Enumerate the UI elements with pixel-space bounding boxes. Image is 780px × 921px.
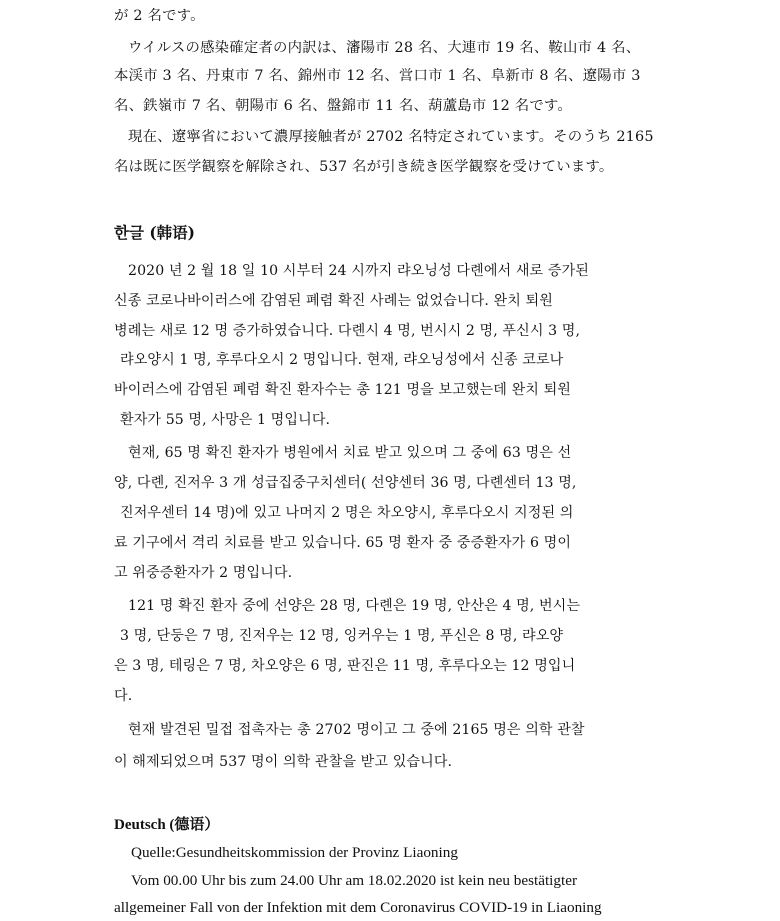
german-line-2: Vom 00.00 Uhr bis zum 24.00 Uhr am 18.02.2020 ist kein neu bestätigter [131, 872, 578, 889]
korean-line-10: 료 기구에서 격리 치료를 받고 있습니다. 65 명 환자 중 중증환자가 6 명이 [114, 535, 572, 551]
korean-line-16: 현재 발견된 밀접 접촉자는 총 2702 명이고 그 중에 2165 명은 의학 관찰 [128, 722, 585, 738]
japanese-line-6: 名は既に医学観察を解除され、537 名が引き続き医学観察を受けています。 [114, 159, 614, 175]
japanese-line-3: 本渓市 3 名、丹東市 7 名、錦州市 12 名、営口市 1 名、阜新市 8 名、遼陽市 3 [114, 68, 641, 84]
german-line-1: Quelle:Gesundheitskommission der Provinz Liaoning [131, 844, 458, 861]
korean-line-11: 고 위중증환자가 2 명입니다. [114, 565, 293, 581]
korean-line-5: 바이러스에 감염된 폐렴 확진 환자수는 총 121 명을 보고했는데 완치 퇴원 [114, 382, 572, 398]
german-line-3: allgemeiner Fall von der Infektion mit dem Coronavirus COVID-19 in Liaoning [114, 899, 602, 916]
korean-line-4: 랴오양시 1 명, 후루다오시 2 명입니다. 현재, 랴오닝성에서 신종 코로나 [120, 352, 564, 368]
korean-line-6: 환자가 55 명, 사망은 1 명입니다. [120, 412, 331, 428]
german-heading: Deutsch (德语） [114, 817, 220, 833]
korean-line-9: 진저우센터 14 명)에 있고 나머지 2 명은 차오양시, 후루다오시 지정된 의 [120, 505, 574, 521]
japanese-line-5: 現在、遼寧省において濃厚接触者が 2702 名特定されています。そのうち 2165 [128, 129, 654, 145]
japanese-line-1: が 2 名です。 [114, 8, 205, 24]
korean-line-7: 현재, 65 명 확진 환자가 병원에서 치료 받고 있으며 그 중에 63 명은 선 [128, 445, 572, 461]
korean-line-15: 다. [114, 688, 133, 704]
korean-line-17: 이 해제되었으며 537 명이 의학 관찰을 받고 있습니다. [114, 754, 453, 770]
korean-line-2: 신종 코로나바이러스에 감염된 폐렴 확진 사례는 없었습니다. 완치 퇴원 [114, 293, 553, 309]
korean-line-13: 3 명, 단둥은 7 명, 진저우는 12 명, 잉커우는 1 명, 푸신은 8 명, 랴오양 [120, 628, 564, 644]
korean-line-14: 은 3 명, 테링은 7 명, 차오양은 6 명, 판진은 11 명, 후루다오는 12 명입니 [114, 658, 576, 674]
korean-heading: 한글 (韩语) [114, 223, 196, 242]
japanese-line-4: 名、鉄嶺市 7 名、朝陽市 6 名、盤錦市 11 名、葫蘆島市 12 名です。 [114, 98, 572, 114]
korean-line-8: 양, 다롄, 진저우 3 개 성급집중구치센터( 선양센터 36 명, 다롄센터 13 명, [114, 475, 577, 491]
korean-line-3: 병례는 새로 12 명 증가하였습니다. 다롄시 4 명, 번시시 2 명, 푸신시 3 명, [114, 323, 581, 339]
korean-line-12: 121 명 확진 환자 중에 선양은 28 명, 다롄은 19 명, 안산은 4 명, 번시는 [128, 598, 581, 614]
japanese-line-2: ウイルスの感染確定者の内訳は、瀋陽市 28 名、大連市 19 名、鞍山市 4 名、 [128, 40, 641, 56]
korean-line-1: 2020 년 2 월 18 일 10 시부터 24 시까지 랴오닝성 다롄에서 새로 증가된 [128, 263, 589, 279]
